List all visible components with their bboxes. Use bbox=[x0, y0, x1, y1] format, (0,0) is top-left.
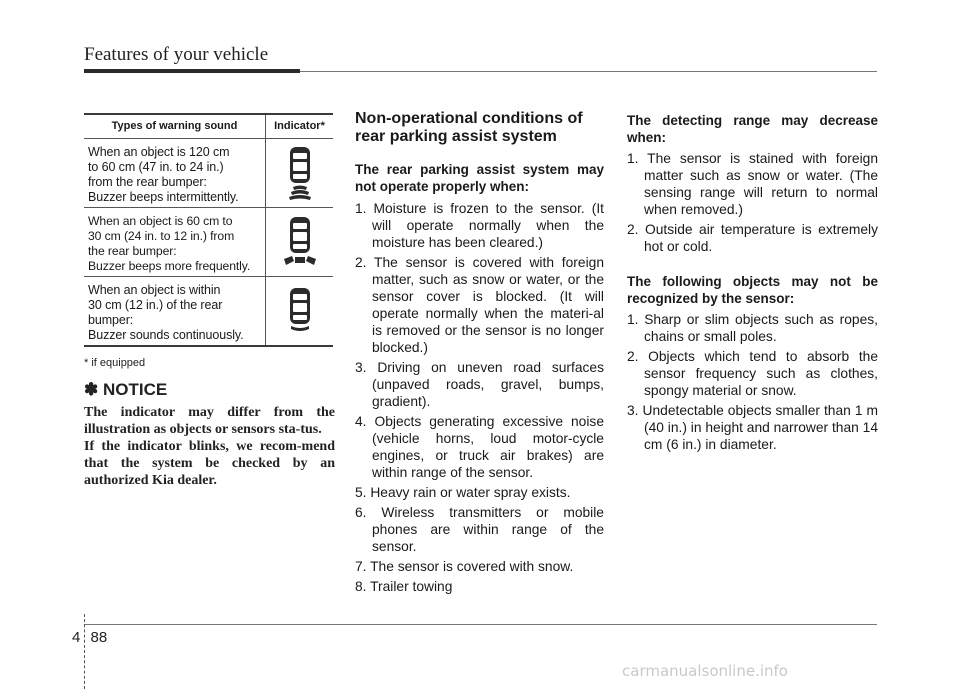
warning-sound-table bbox=[84, 113, 333, 347]
list-item: 8. Trailer towing bbox=[355, 579, 453, 594]
section-subheading: The rear parking assist system may not operate properly when: bbox=[355, 162, 604, 194]
objects-subheading: The following objects may not be recognized by the sensor: bbox=[627, 274, 878, 306]
indicator-cell bbox=[266, 277, 333, 345]
notice-paragraph: The indicator may differ from the illustration as objects or sensors sta-tus. bbox=[84, 405, 335, 437]
notice-paragraph: If the indicator blinks, we recom-mend that the system be checked by an authorized Kia dealer. bbox=[84, 439, 335, 488]
objects-list bbox=[627, 311, 878, 453]
detecting-range-section bbox=[627, 112, 878, 456]
range-subheading: The detecting range may decrease when: bbox=[627, 113, 878, 145]
table-row bbox=[84, 208, 333, 277]
list-item: 6. Wireless transmitters or mobile phones are within range of the sensor. bbox=[355, 505, 604, 554]
table-header-row bbox=[84, 115, 333, 139]
warning-description: When an object is within 30 cm (12 in.) of the rear bumper: Buzzer sounds continuously. bbox=[84, 277, 266, 345]
list-item: 2. Objects which tend to absorb the sensor frequency such as clothes, spongy material or snow. bbox=[627, 349, 878, 398]
list-item: 3. Driving on uneven road surfaces (unpaved roads, gravel, bumps, gradient). bbox=[355, 360, 604, 409]
watermark: carmanualsonline.info bbox=[622, 662, 788, 680]
notice-body bbox=[84, 404, 335, 489]
table-footnote: * if equipped bbox=[84, 357, 146, 369]
footer-divider bbox=[84, 614, 86, 689]
page-number-value: 88 bbox=[90, 629, 108, 646]
warning-description: When an object is 120 cm to 60 cm (47 in. to 24 in.) from the rear bumper: Buzzer beeps intermittently. bbox=[84, 139, 266, 207]
table-header-indicator: Indicator* bbox=[274, 120, 325, 132]
list-item: 7. The sensor is covered with snow. bbox=[355, 559, 574, 574]
notice-heading bbox=[84, 380, 167, 400]
indicator-cell bbox=[266, 208, 333, 276]
list-item: 1. The sensor is stained with foreign matter such as snow or water. (The sensing range will return to normal when removed.) bbox=[627, 151, 878, 217]
list-item: 4. Objects generating excessive noise (vehicle horns, loud motor-cycle engines, or truck air brakes) are within range of the sensor. bbox=[355, 414, 604, 480]
list-item: 2. Outside air temperature is extremely hot or cold. bbox=[627, 222, 878, 254]
car-sensor-far-icon bbox=[284, 144, 316, 202]
list-item: 2. The sensor is covered with foreign matter, such as snow or water, or the sensor cover is blocked. (It will operate normally when the materi-al is removed or the sensor is no longer blocked.) bbox=[355, 255, 604, 355]
table-row bbox=[84, 139, 333, 208]
table-header-warning-sound: Types of warning sound bbox=[84, 115, 266, 138]
list-item: 1. Sharp or slim objects such as ropes, chains or small poles. bbox=[627, 312, 878, 344]
car-sensor-mid-icon bbox=[280, 215, 320, 269]
indicator-cell bbox=[266, 139, 333, 207]
range-list bbox=[627, 150, 878, 255]
list-item: 5. Heavy rain or water spray exists. bbox=[355, 485, 571, 500]
car-sensor-near-icon bbox=[284, 286, 316, 336]
header-rule bbox=[300, 71, 877, 72]
condition-list bbox=[355, 200, 604, 595]
notice-title: NOTICE bbox=[102, 380, 168, 399]
page-header-title: Features of your vehicle bbox=[84, 44, 269, 65]
chapter-number: 4 bbox=[72, 629, 81, 646]
notice-symbol: ✽ bbox=[84, 380, 99, 399]
table-row bbox=[84, 277, 333, 347]
list-item: 3. Undetectable objects smaller than 1 m (40 in.) in height and narrower than 14 cm (6 in.) in diameter. bbox=[627, 403, 878, 452]
section-title: Non-operational conditions of rear parking assist system bbox=[355, 110, 583, 145]
list-item: 1. Moisture is frozen to the sensor. (It will operate normally when the moisture has been cleared.) bbox=[355, 201, 604, 250]
warning-description: When an object is 60 cm to 30 cm (24 in. to 12 in.) from the rear bumper: Buzzer beeps more frequently. bbox=[84, 208, 266, 276]
footer-rule bbox=[84, 624, 877, 625]
page-number bbox=[72, 629, 107, 646]
non-operational-section bbox=[355, 110, 604, 598]
header-bar bbox=[84, 69, 300, 73]
